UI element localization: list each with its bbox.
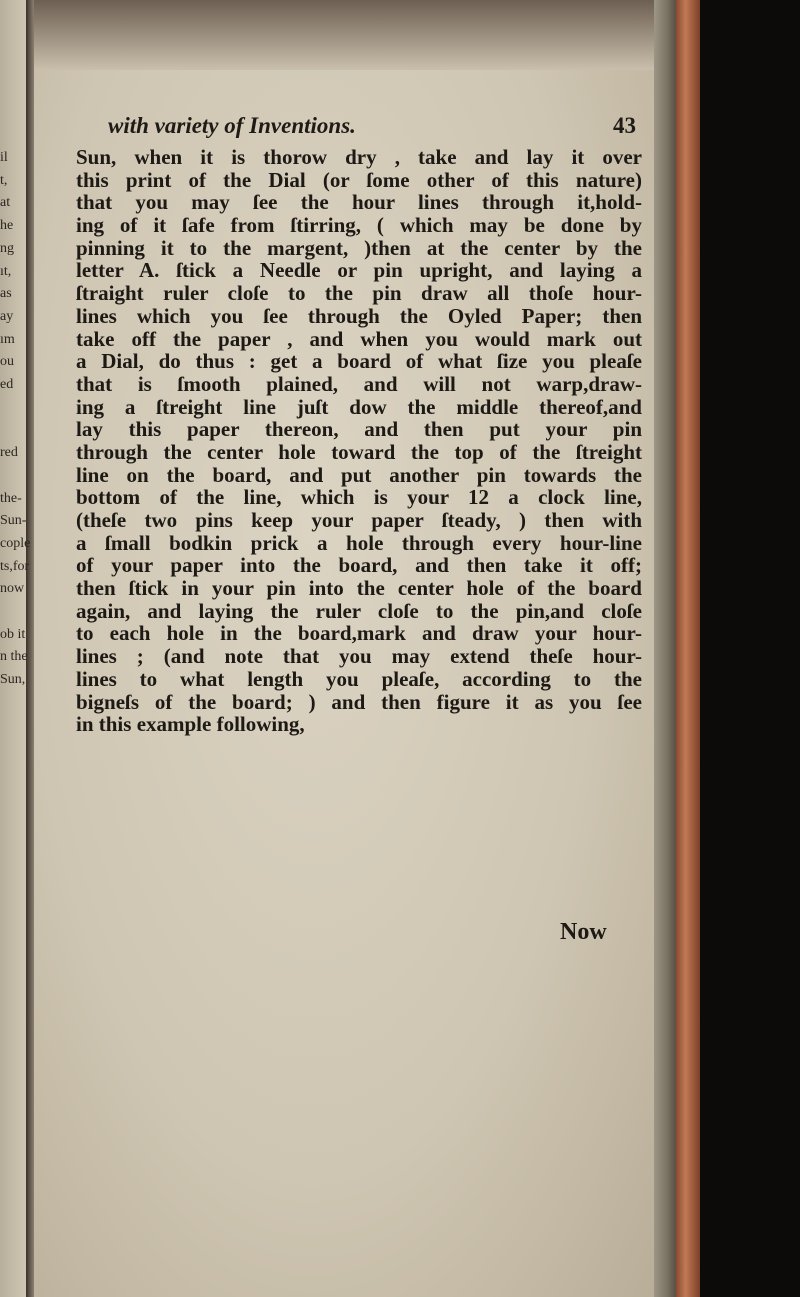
text-line: to each hole in the board,mark and draw your hour- — [76, 621, 642, 646]
page-edges — [654, 0, 676, 1297]
text-line: lines ; (and note that you may extend theſe hour- — [76, 644, 642, 669]
previous-page-fragment: n the — [0, 649, 28, 665]
text-line: this print of the Dial (or ſome other of this nature) — [76, 167, 642, 192]
text-line: ſtraight ruler cloſe to the pin draw all thoſe hour- — [76, 281, 642, 306]
previous-page-fragment: the- — [0, 490, 22, 506]
previous-page-fragment: ay — [0, 308, 14, 324]
previous-page-fragment: he — [0, 218, 14, 234]
catchword: Now — [560, 919, 607, 945]
previous-page-fragment: red — [0, 445, 18, 461]
previous-page-fragment: ob it — [0, 626, 26, 642]
text-line: ing a ſtreight line juſt dow the middle thereof,and — [76, 394, 642, 419]
text-line: lay this paper thereon, and then put your pin — [76, 417, 642, 442]
running-head: with variety of Inventions. — [108, 113, 356, 138]
page-header — [108, 112, 636, 142]
text-line: a ſmall bodkin prick a hole through every hour-line — [76, 530, 642, 555]
text-line: line on the board, and put another pin towards the — [76, 462, 642, 487]
previous-page-text — [0, 0, 34, 1297]
text-line: pinning it to the margent, )then at the center by the — [76, 235, 642, 260]
text-line: (theſe two pins keep your paper ſteady, ) then with — [76, 508, 642, 532]
page-top-shadow — [34, 0, 654, 70]
previous-page-fragment: t, — [0, 172, 8, 188]
previous-page-fragment: il — [0, 150, 8, 165]
text-line: letter A. ſtick a Needle or pin upright, and laying a — [76, 258, 642, 283]
previous-page-fragment: now — [0, 581, 25, 597]
text-line: ing of it ſafe from ſtirring, ( which may be done by — [76, 213, 642, 238]
previous-page-fragment: as — [0, 286, 12, 302]
previous-page-fragment: ed — [0, 377, 14, 392]
text-line: bottom of the line, which is your 12 a clock line, — [76, 485, 642, 510]
previous-page-fragment: Sun- — [0, 513, 27, 529]
text-line: then ſtick in your pin into the center hole of the board — [76, 576, 642, 601]
text-line: that is ſmooth plained, and will not warp,draw- — [76, 371, 642, 396]
text-line: bigneſs of the board; ) and then figure it as you ſee — [76, 689, 642, 714]
text-line: in this example following, — [76, 712, 305, 737]
previous-page-fragment: cople — [0, 535, 31, 551]
body-text — [76, 146, 642, 736]
book-cover-edge — [676, 0, 700, 1297]
previous-page-fragment: ng — [0, 240, 14, 256]
text-line: a Dial, do thus : get a board of what ſize you pleaſe — [76, 349, 642, 374]
previous-page-fragment: ts,for — [0, 558, 30, 574]
text-line: take off the paper , and when you would mark out — [76, 326, 642, 351]
previous-page-fragment: ım — [0, 331, 15, 347]
text-line: through the center hole toward the top of the ſtreight — [76, 439, 642, 464]
previous-page-fragment: ou — [0, 354, 14, 370]
page-number: 43 — [613, 113, 636, 138]
text-line: of your paper into the board, and then take it off; — [76, 553, 642, 578]
previous-page-fragment: ıt, — [0, 263, 12, 279]
text-line: that you may ſee the hour lines through it,hold- — [76, 190, 642, 215]
text-line: again, and laying the ruler cloſe to the pin,and cloſe — [76, 598, 642, 623]
text-line: lines to what length you pleaſe, according to the — [76, 666, 642, 691]
text-line: Sun, when it is thorow dry , take and lay it over — [76, 145, 642, 169]
previous-page-fragment: Sun, — [0, 672, 26, 688]
previous-page-fragment: at — [0, 195, 11, 211]
text-line: lines which you ſee through the Oyled Paper; then — [76, 303, 642, 328]
